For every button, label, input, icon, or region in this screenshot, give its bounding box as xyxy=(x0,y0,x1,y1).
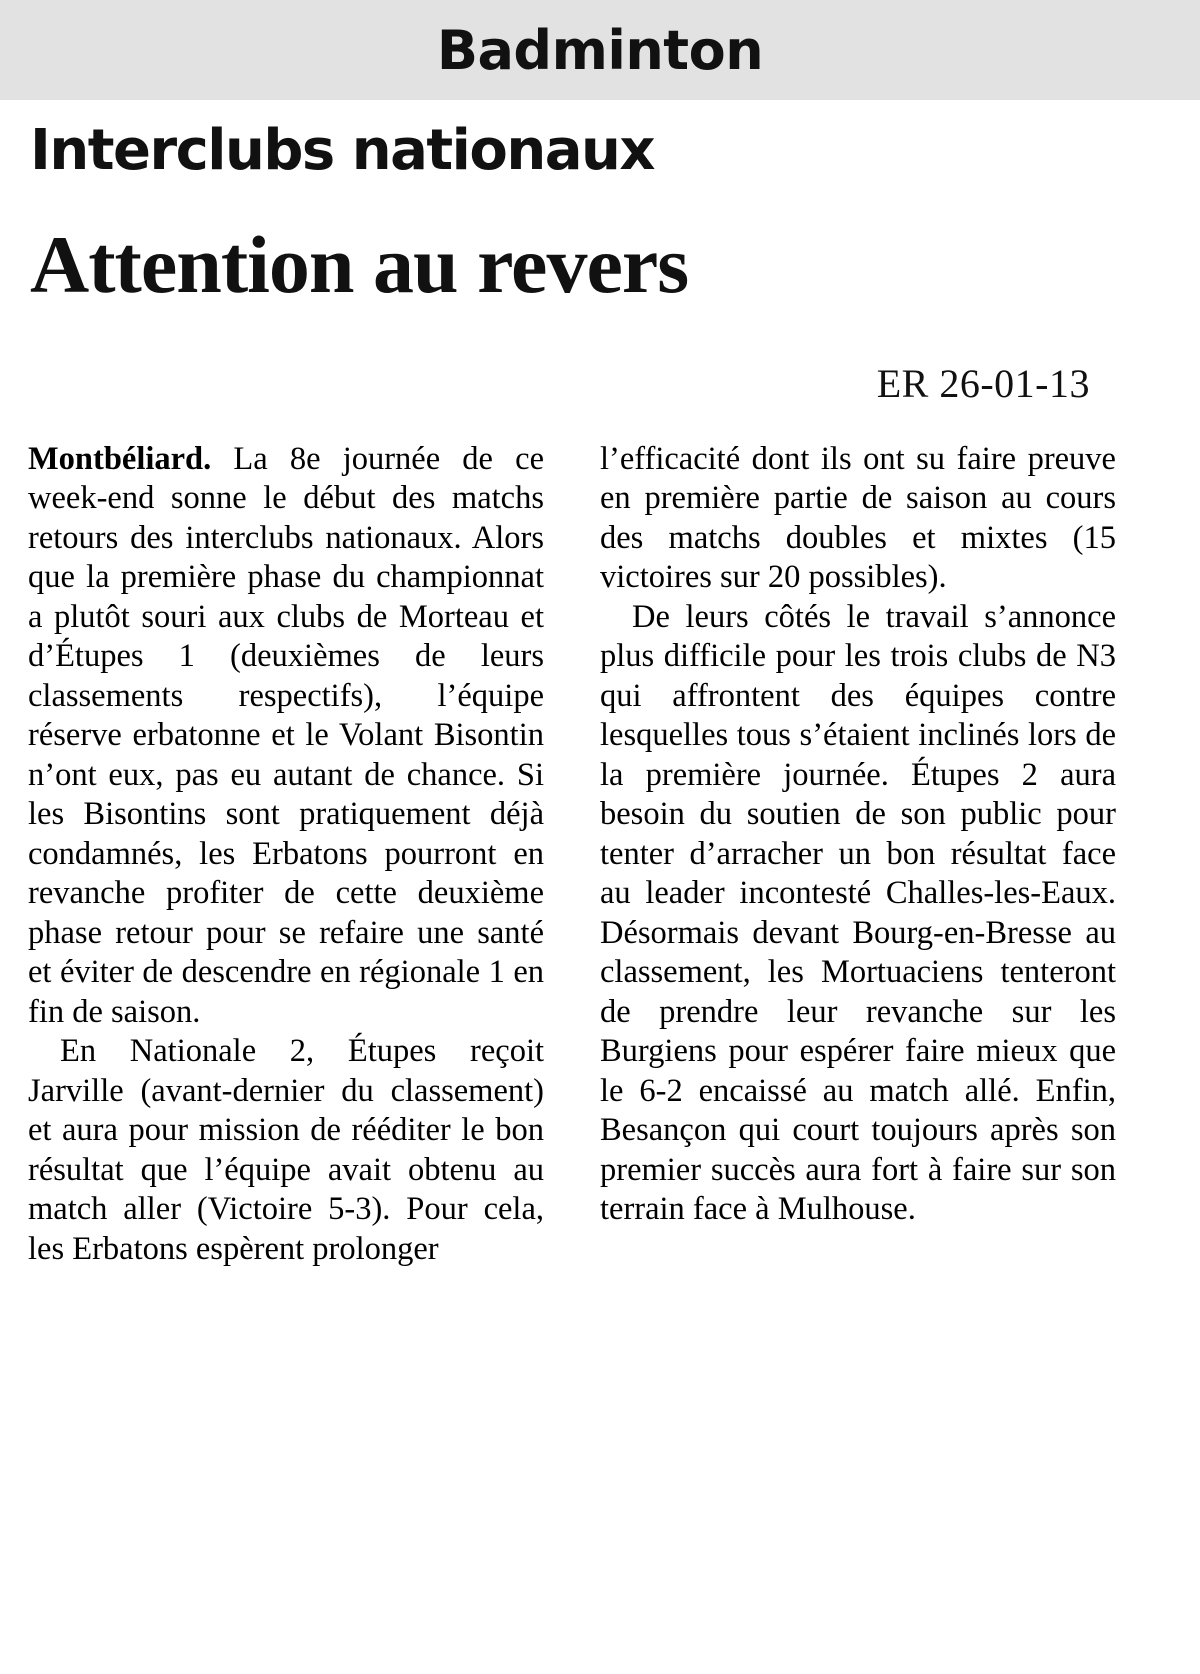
paragraph-right-1: l’efficacité dont ils ont su faire preuve en première partie de saison au cours des matchs doubles et mixtes (15 victoires sur 20 possibles). xyxy=(600,441,1116,596)
article-kicker: Interclubs nationaux xyxy=(30,118,654,183)
column-left xyxy=(28,440,544,1650)
dateline: Montbéliard. xyxy=(28,441,212,477)
paragraph-right-2: De leurs côtés le travail s’annonce plus difficile pour les trois clubs de N3 qui affrontent des équipes contre lesquelles tous s’étaient inclinés lors de la première journée. Étupes 2 aura besoin du soutien de son public pour tenter d’arracher un bon résultat face au leader incontesté Challes-les-Eaux. Désormais devant Bourg-en-Bresse au classement, les Mortuaciens tenteront de prendre leur revanche sur les Burgiens pour espérer faire mieux que le 6-2 encaissé au match allé. Enfin, Besançon qui court toujours après son premier succès aura fort à faire sur son terrain face à Mulhouse. xyxy=(600,598,1116,1228)
column-right xyxy=(600,440,1116,1650)
article-headline: Attention au revers xyxy=(30,219,689,310)
paragraph-left-2: En Nationale 2, Étupes reçoit Jarville (avant-dernier du classement) et aura pour mission de rééditer le bon résultat que l’équipe avait obtenu au match aller (Victoire 5-3). Pour cela, les Erbatons espèrent prolonger xyxy=(28,1033,544,1267)
article-credit: ER 26-01-13 xyxy=(876,361,1090,406)
section-banner xyxy=(0,0,1200,100)
paragraph-lead-text: La 8e journée de ce week-end sonne le début des matchs retours des interclubs nationaux. Alors que la première phase du championnat a plutôt souri aux clubs de Morteau et d’Étupes 1 (deuxièmes de leurs classements respectifs), l’équipe réserve erbatonne et le Volant Bisontin n’ont eux, pas eu autant de chance. Si les Bisontins sont pratiquement déjà condamnés, les Erbatons pourront en revanche profiter de cette deuxième phase retour pour se refaire une santé et éviter de descendre en régionale 1 en fin de saison. xyxy=(28,441,544,1030)
section-title: Badminton xyxy=(436,18,764,82)
paragraph-lead xyxy=(28,440,544,1032)
article-body xyxy=(28,440,1172,1650)
